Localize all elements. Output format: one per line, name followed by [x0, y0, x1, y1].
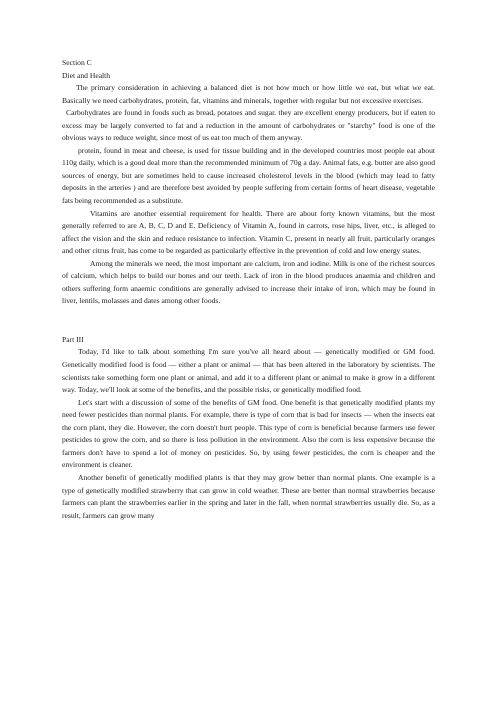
paragraph: protein, found in meat and cheese, is used for tissue building and in the developed countries most people eat about 110g daily, which is a good deal more than the recommended minimum of 70g a day. Animal fats, e.g. butter are also good sources of energy, but are sometimes held to cause increased cholesterol levels in the blood (which may lead to fatty deposits in the arteries ) and are therefore best avoided by people suffering from certain forms of heart disease, vegetable fats being recommended as a substitute.	[62, 145, 435, 206]
part-heading: Part III	[62, 334, 84, 344]
paragraph: Today, I'd like to talk about something I'm sure you've all heard about — genetically modified or GM food. Genetically modified food is food — either a plant or animal — that has been altered in the laboratory by scientists. The scientists take something form one plant or animal, and add it to a different plant or animal to make it grow in a different way. Today, we'll look at some of the benefits, and the possible risks, or genetically modified food.	[62, 347, 435, 395]
paragraph: The primary consideration in achieving a balanced diet is not how much or how little we eat, but what we eat. Basically we need carbohydrates, protein, fat, vitamins and minerals, together with regular but not excessive exercises.	[62, 83, 435, 105]
document-body	[62, 57, 435, 522]
paragraph: Another benefit of genetically modified plants is that they may grow better than normal plants. One example is a type of genetically modified strawberry that can grow in cold weather. These are better than normal strawberries because farmers can plant the strawberries earlier in the spring and later in the fall, when normal strawberries usually die. So, as a result, farmers can grow many	[62, 472, 435, 520]
section-spacer	[62, 308, 435, 334]
paragraph: Among the minerals we need, the most important are calcium, iron and iodine. Milk is one of the richest sources of calcium, which helps to build our bones and our teeth. Lack of iron in the blood produces anaemia and children and others suffering form anaemic conditions are generally advised to increase their intake of iron, which may be found in liver, lentils, molasses and dates among other foods.	[62, 258, 435, 306]
paragraph: Vitamins are another essential requirement for health. There are about forty known vitamins, but the most generally referred to are A, B, C, D and E. Deficiency of Vitamin A, found in carrots, rose hips, liver, etc., is alleged to affect the vision and the skin and reduce resistance to infection. Vitamin C, present in nearly all fruit, particularly oranges and other citrus fruit, has come to be regarded as particularly effective in the prevention of cold and low energy states.	[62, 208, 435, 256]
section-title: Diet and Health	[62, 70, 111, 80]
paragraph: Let's start with a discussion of some of the benefits of GM food. One benefit is that genetically modified plants my need fewer pesticides than normal plants. For example, there is type of corn that is bad for insects — when the insects eat the corn plant, they die. However, the corn doesn't hurt people. This type of corn is beneficial because farmers use fewer pesticides to grow the corn, and so there is less pollution in the environment. Also the corn is less expensive because the farmers don't have to spend a lot of money on pesticides. So, by using fewer pesticides, the corn is cheaper and the environment is cleaner.	[62, 397, 435, 470]
paragraph: Carbohydrates are found in foods such as bread, potatoes and sugar. they are excellent energy producers, but if eaten to excess may be largely converted to fat and a reduction in the amount of carbohydrates or "starchy" food is one of the obvious ways to reduce weight, since most of us eat too much of them anyway.	[62, 108, 435, 143]
section-heading: Section C	[62, 58, 92, 67]
